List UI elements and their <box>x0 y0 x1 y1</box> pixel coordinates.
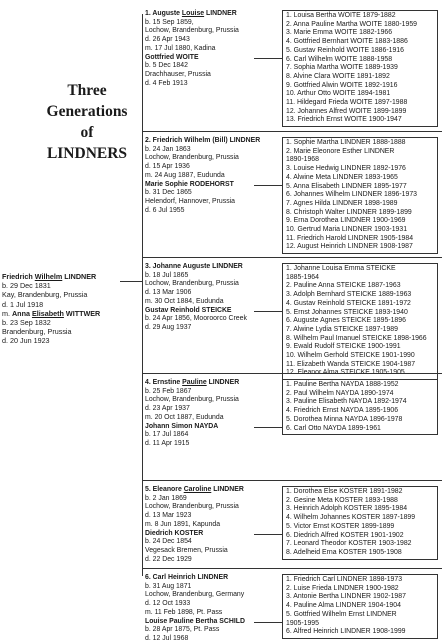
family-divider <box>142 373 442 374</box>
grandchild-item: 1890-1968 <box>286 156 319 164</box>
grandchild-item: 3. Pauline Elisabeth NAYDA 1892-1974 <box>286 398 407 406</box>
child-name-part: LINDNER <box>204 10 237 17</box>
family-connector <box>254 58 282 59</box>
grandchildren-list <box>282 486 438 560</box>
child-name <box>145 263 277 272</box>
spouse-name-text: Gottfried WOITE <box>145 53 199 61</box>
grandchildren-list <box>282 574 438 639</box>
child-name <box>145 379 277 388</box>
child-name-part: Eleanore <box>152 486 184 493</box>
family-parents <box>145 263 277 333</box>
child-detail: Lochow, Brandenburg, Prussia <box>145 154 239 162</box>
spouse-detail: b. 17 Jul 1864 <box>145 431 189 439</box>
spouse-detail: d. 22 Dec 1929 <box>145 555 192 563</box>
grandchild-item: 6. Auguste Agnes STEICKE 1895-1896 <box>286 317 406 325</box>
grandchild-item: 6. Johannes Wilhelm LINDNER 1896-1973 <box>286 191 417 199</box>
family-divider <box>142 257 442 258</box>
child-name-part: LINDNER <box>211 486 244 493</box>
child-detail: m. 30 Oct 1884, Eudunda <box>145 297 224 305</box>
grandchild-item: 12. August Heinrich LINDNER 1908-1987 <box>286 243 413 251</box>
child-number: 4. <box>145 379 151 386</box>
child-name-part: Johanne Auguste <box>152 263 213 270</box>
grandchild-item: 5. Ernst Johannes STEICKE 1893-1940 <box>286 308 408 316</box>
child-detail: d. 26 Apr 1943 <box>145 36 190 44</box>
grandchildren-list <box>282 137 438 254</box>
spouse-detail: b. 24 Dec 1854 <box>145 538 192 546</box>
spouse-name-text: Diedrich KOSTER <box>145 529 204 537</box>
child-detail: m. 8 Jun 1891, Kapunda <box>145 520 221 528</box>
child-detail: Lochow, Brandenburg, Prussia <box>145 27 239 35</box>
grandchild-item: 3. Louise Hedwig LINDNER 1892-1976 <box>286 165 406 173</box>
child-detail: d. 13 Mar 1906 <box>145 289 192 297</box>
grandchild-item: 5. Gustav Reinhold WOITE 1886-1916 <box>286 46 404 54</box>
grandchild-item: 7. Agnes Hilda LINDNER 1898-1989 <box>286 199 398 207</box>
child-detail: b. 2 Jan 1869 <box>145 494 187 502</box>
grandchild-item: 8. Alvine Clara WOITE 1891-1892 <box>286 72 390 80</box>
grandchild-item: 10. Wilhelm Gerhold STEICKE 1901-1990 <box>286 352 415 360</box>
family-parents <box>145 10 277 88</box>
spouse-detail: d. 11 Apr 1915 <box>145 439 190 447</box>
grandchild-item: 1. Pauline Bertha NAYDA 1888-1952 <box>286 381 399 388</box>
grandchild-item: 4. Pauline Alma LINDNER 1904-1904 <box>286 602 401 610</box>
title-line: Generations <box>46 103 128 120</box>
child-name-part: Ernstine <box>152 379 183 386</box>
family-connector <box>254 427 282 428</box>
grandchild-item: 2. Gesine Meta KOSTER 1893-1988 <box>286 496 398 504</box>
child-name <box>145 486 277 495</box>
child-number: 6. <box>145 574 151 581</box>
grandchild-item: 10. Gertrud Maria LINDNER 1903-1931 <box>286 226 408 234</box>
grandchild-item: 2. Luise Frieda LINDNER 1900-1982 <box>286 584 399 592</box>
child-name-part: Friedrich Wilhelm (Bill) <box>152 137 230 144</box>
child-name-part: LINDNER <box>197 574 229 581</box>
child-detail: Lochow, Brandenburg, Germany <box>145 591 245 599</box>
grandchild-item: 5. Anna Elisabeth LINDNER 1895-1977 <box>286 182 407 190</box>
child-name <box>145 10 277 19</box>
spouse-detail: d. 12 Jul 1968 <box>145 634 189 642</box>
child-name <box>145 574 277 583</box>
child-detail: b. 15 Sep 1859, <box>145 18 194 26</box>
family-parents <box>145 574 277 644</box>
root-detail: Kay, Brandenburg, Prussia <box>2 290 88 300</box>
spouse-name-text: Louise Pauline Bertha SCHILD <box>145 617 245 625</box>
spouse-name-text: Marie Sophie RODEHORST <box>145 180 234 188</box>
child-number: 5. <box>145 486 151 493</box>
grandchild-item: 7. Sophia Martha WOITE 1889-1939 <box>286 64 398 72</box>
spouse-detail: Vegesack Bremen, Prussia <box>145 546 228 554</box>
tree-spine <box>142 14 143 576</box>
grandchildren-list <box>282 10 438 127</box>
spouse-name-text: Johann Simon NAYDA <box>145 422 219 430</box>
child-detail: b. 24 Jan 1863 <box>145 145 191 153</box>
family-divider <box>142 568 442 569</box>
child-number: 3. <box>145 263 151 270</box>
child-name-part: LINDNER <box>229 137 261 144</box>
grandchild-item: 7. Alwine Lydia STEICKE 1897-1989 <box>286 325 398 333</box>
grandchild-item: 5. Dorothea Minna NAYDA 1896-1978 <box>286 415 403 423</box>
root-detail: b. 29 Dec 1831 <box>2 281 51 291</box>
child-detail: Lochow, Brandenburg, Prussia <box>145 396 239 404</box>
grandchild-item: 5. Gottfried Wilhelm Ernst LINDNER <box>286 610 397 618</box>
child-name-part: LINDNER <box>212 263 243 270</box>
grandchild-item: 3. Heinrich Adolph KOSTER 1895-1984 <box>286 505 408 513</box>
family-connector <box>254 534 282 535</box>
spouse-detail: b. 24 Apr 1856, Mooroorco Creek <box>145 315 247 323</box>
child-name-part: Auguste <box>152 10 182 17</box>
spouse-detail: Helendorf, Hannover, Prussia <box>145 197 236 205</box>
grandchild-item: 4. Alwine Meta LINDNER 1893-1965 <box>286 173 398 181</box>
spouse-name-text: Gustav Reinhold STEICKE <box>145 306 232 314</box>
grandchild-item: 13. Friedrich Ernst WOITE 1900-1947 <box>286 116 402 124</box>
grandchild-item: 12. Johannes Alfred WOITE 1899-1899 <box>286 107 407 115</box>
child-detail: d. 12 Oct 1933 <box>145 600 191 608</box>
root-spouse-name: m. Anna Elisabeth WITTWER <box>2 308 101 318</box>
grandchild-item: 4. Friedrich Ernst NAYDA 1895-1906 <box>286 407 399 415</box>
title-line: of <box>80 124 94 141</box>
grandchildren-list <box>282 379 438 435</box>
grandchild-item: 3. Antonie Bertha LINDNER 1902-1987 <box>286 593 406 601</box>
root-detail: b. 23 Sep 1832 <box>2 318 51 328</box>
title-line: Three <box>67 82 107 99</box>
spouse-detail: Drachhauser, Prussia <box>145 70 211 78</box>
child-name-part: Louise <box>181 10 205 17</box>
grandchild-item: 8. Adelheid Erna KOSTER 1905-1908 <box>286 548 402 556</box>
root-detail: d. 20 Jun 1923 <box>2 336 50 346</box>
grandchild-item: 9. Gottfried Alwin WOITE 1892-1916 <box>286 81 398 89</box>
grandchild-item: 6. Carl Otto NAYDA 1899-1961 <box>286 424 381 432</box>
child-detail: m. 20 Oct 1887, Eudunda <box>145 413 224 421</box>
grandchild-item: 1. Johanne Louisa Emma STEICKE <box>286 265 396 272</box>
child-detail: d. 15 Apr 1936 <box>145 163 190 171</box>
child-number: 2. <box>145 137 151 144</box>
child-name <box>145 137 277 146</box>
child-detail: m. 11 Feb 1898, Pt. Pass <box>145 608 223 616</box>
grandchild-item: 1885-1964 <box>286 273 319 281</box>
child-detail: b. 25 Feb 1867 <box>145 387 192 395</box>
document-title <box>12 80 162 164</box>
grandchild-item: 9. Ewald Rudolf STEICKE 1900-1991 <box>286 343 401 351</box>
grandchild-item: 3. Adolph Bernhard STEICKE 1889-1963 <box>286 291 412 299</box>
child-name-part: Pauline <box>182 379 207 386</box>
grandchild-item: 6. Diedrich Alfred KOSTER 1901-1902 <box>286 531 404 539</box>
spouse-detail: d. 29 Aug 1937 <box>145 323 192 331</box>
child-detail: b. 31 Aug 1871 <box>145 582 192 590</box>
child-detail: m. 24 Aug 1887, Eudunda <box>145 171 225 179</box>
grandchild-item: 4. Gottfried Bernhart WOITE 1883-1886 <box>286 38 408 46</box>
grandchild-item: 2. Paul Wilhelm NAYDA 1890-1974 <box>286 389 394 397</box>
child-detail: b. 18 Jul 1865 <box>145 271 189 279</box>
family-connector <box>254 311 282 312</box>
grandchild-item: 11. Friedrich Harold LINDNER 1905-1984 <box>286 234 414 242</box>
spouse-detail: d. 6 Jul 1955 <box>145 206 185 214</box>
grandchild-item: 2. Anna Pauline Martha WOITE 1880-1959 <box>286 20 417 28</box>
child-number: 1. <box>145 10 151 17</box>
grandchild-item: 2. Marie Eleonore Esther LINDNER <box>286 147 395 155</box>
family-divider <box>142 480 442 481</box>
child-name-part: LINDNER <box>206 379 240 386</box>
child-name-part: Carl Heinrich <box>152 574 198 581</box>
child-detail: Lochow, Brandenburg, Prussia <box>145 280 239 288</box>
family-divider <box>142 131 442 132</box>
grandchild-item: 8. Christoph Walter LINDNER 1899-1899 <box>286 208 412 216</box>
grandchild-item: 11. Elizabeth Wanda STEICKE 1904-1987 <box>286 360 416 368</box>
grandchild-item: 1. Friedrich Carl LINDNER 1898-1973 <box>286 576 403 583</box>
family-connector <box>254 185 282 186</box>
root-connector <box>120 281 142 282</box>
child-detail: d. 13 Mar 1923 <box>145 512 192 520</box>
spouse-detail: b. 31 Dec 1865 <box>145 189 192 197</box>
grandchild-item: 2. Pauline Anna STEICKE 1887-1963 <box>286 282 401 290</box>
grandchild-item: 5. Victor Ernst KOSTER 1899-1899 <box>286 522 395 530</box>
grandchild-item: 11. Hildegard Frieda WOITE 1897-1988 <box>286 99 408 107</box>
child-detail: d. 23 Apr 1937 <box>145 405 190 413</box>
grandchild-item: 7. Leonard Theodor KOSTER 1903-1982 <box>286 540 412 548</box>
grandchild-item: 4. Wilhelm Johannes KOSTER 1897-1899 <box>286 514 416 522</box>
child-detail: m. 17 Jul 1880, Kadina <box>145 44 216 52</box>
title-line: LINDNERS <box>46 145 128 162</box>
grandchild-item: 1. Dorothea Else KOSTER 1891-1982 <box>286 488 403 495</box>
grandchild-item: 1. Louisa Bertha WOITE 1879-1882 <box>286 12 396 19</box>
grandchild-item: 3. Marie Emma WOITE 1882-1966 <box>286 29 393 37</box>
spouse-detail: d. 4 Feb 1913 <box>145 79 188 87</box>
spouse-detail: b. 28 Apr 1875, Pt. Pass <box>145 626 220 634</box>
grandchildren-list <box>282 263 438 380</box>
grandchild-item: 1905-1995 <box>286 619 319 627</box>
spouse-detail: b. 5 Dec 1842 <box>145 62 188 70</box>
grandchild-item: 9. Erna Dorothea LINDNER 1900-1969 <box>286 217 406 225</box>
grandchild-item: 6. Carl Wilhelm WOITE 1888-1958 <box>286 55 393 63</box>
family-connector <box>254 622 282 623</box>
grandchild-item: 8. Wilhelm Paul Imanuel STEICKE 1898-1966 <box>286 334 427 342</box>
child-detail: Lochow, Brandenburg, Prussia <box>145 503 239 511</box>
grandchild-item: 10. Arthur Otto WOITE 1894-1981 <box>286 90 391 98</box>
root-detail: d. 1 Jul 1918 <box>2 299 44 309</box>
family-parents <box>145 486 277 564</box>
grandchild-item: 6. Alfred Heinrich LINDNER 1908-1999 <box>286 628 406 636</box>
family-parents <box>145 379 277 449</box>
grandchild-item: 1. Sophie Martha LINDNER 1888-1888 <box>286 139 406 146</box>
family-parents <box>145 137 277 215</box>
root-detail: Brandenburg, Prussia <box>2 327 72 337</box>
child-name-part: Caroline <box>183 486 212 493</box>
root-name: Friedrich Wilhelm LINDNER <box>2 272 97 281</box>
grandchild-item: 4. Gustav Reinhold STEICKE 1891-1972 <box>286 299 411 307</box>
root-couple <box>2 272 142 346</box>
